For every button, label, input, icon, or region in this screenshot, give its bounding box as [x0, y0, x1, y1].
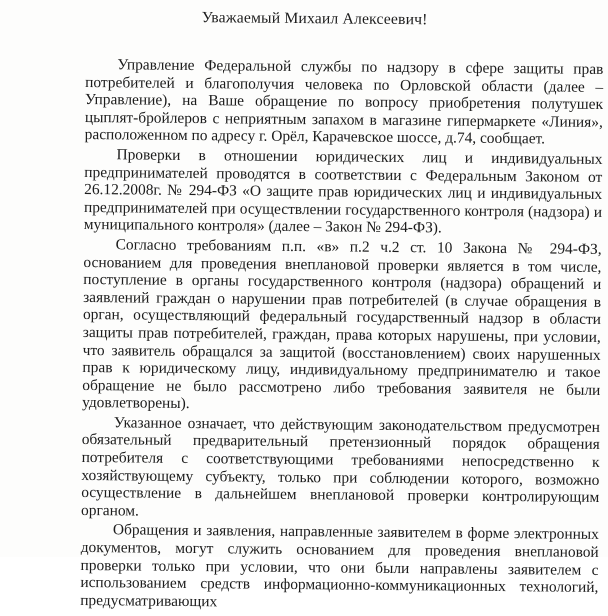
salutation: Уважаемый Михаил Алексеевич!	[201, 9, 428, 29]
paragraph-inspections-law: Проверки в отношении юридических лиц и индивидуальных предпринимателей проводятся в соответствии с Федеральным Законом от 26.12.2008г. № 294-ФЗ «О защите прав юридических лиц и индивидуальных предпринимателей при осуществлении государственного контроля (надзора) и муниципального контроля» (далее – Закон № 294-ФЗ).	[83, 146, 603, 237]
paragraph-authority-reply: Управление Федеральной службы по надзору в сфере защиты прав потребителей и благополучия человека по Орловской области (далее – Управление), на Ваше обращение по вопросу приобретения полутушек цыплят-бройлеров с неприятным запахом в магазине гипермаркете «Линия», расположенном по адресу г. Орёл, Карачевское шоссе, д.74, сообщает.	[84, 56, 604, 148]
paragraph-grounds-for-inspection: Согласно требованиям п.п. «в» п.2 ч.2 ст. 10 Закона № 294-ФЗ, основанием для проведения внеплановой проверки является в том числе, поступление в органы государственного контроля (надзора) обращений и заявлений граждан о нарушении прав потребителей (в случае обращения в орган, осуществляющий федеральный государственный надзор в области защиты прав потребителей, граждан, права которых нарушены, при условии, что заявитель обращался за защитой (восстановлением) своих нарушенных прав к юридическому лицу, индивидуальному предпринимателю и такое обращение не было рассмотрено либо требования заявителя не были удовлетворены).	[82, 236, 602, 413]
letter-body	[80, 0, 604, 616]
paragraph-claim-procedure: Указанное означает, что действующим законодательством предусмотрен обязательный предварительный претензионный порядок обращения потребителя с соответствующими требованиями непосредственно к хозяйствующему субъекту, только при соблюдении которого, возможно осуществление в дальнейшем внеплановой проверки контролирующим органом.	[81, 414, 601, 520]
paragraph-electronic-appeals: Обращения и заявления, направленные заявителем в форме электронных документов, могут служить основанием для проведения внеплановой проверки только при условии, что они были направлены заявителем с использованием средств информационно-коммуникационных технологий, предусматривающих	[80, 521, 599, 611]
